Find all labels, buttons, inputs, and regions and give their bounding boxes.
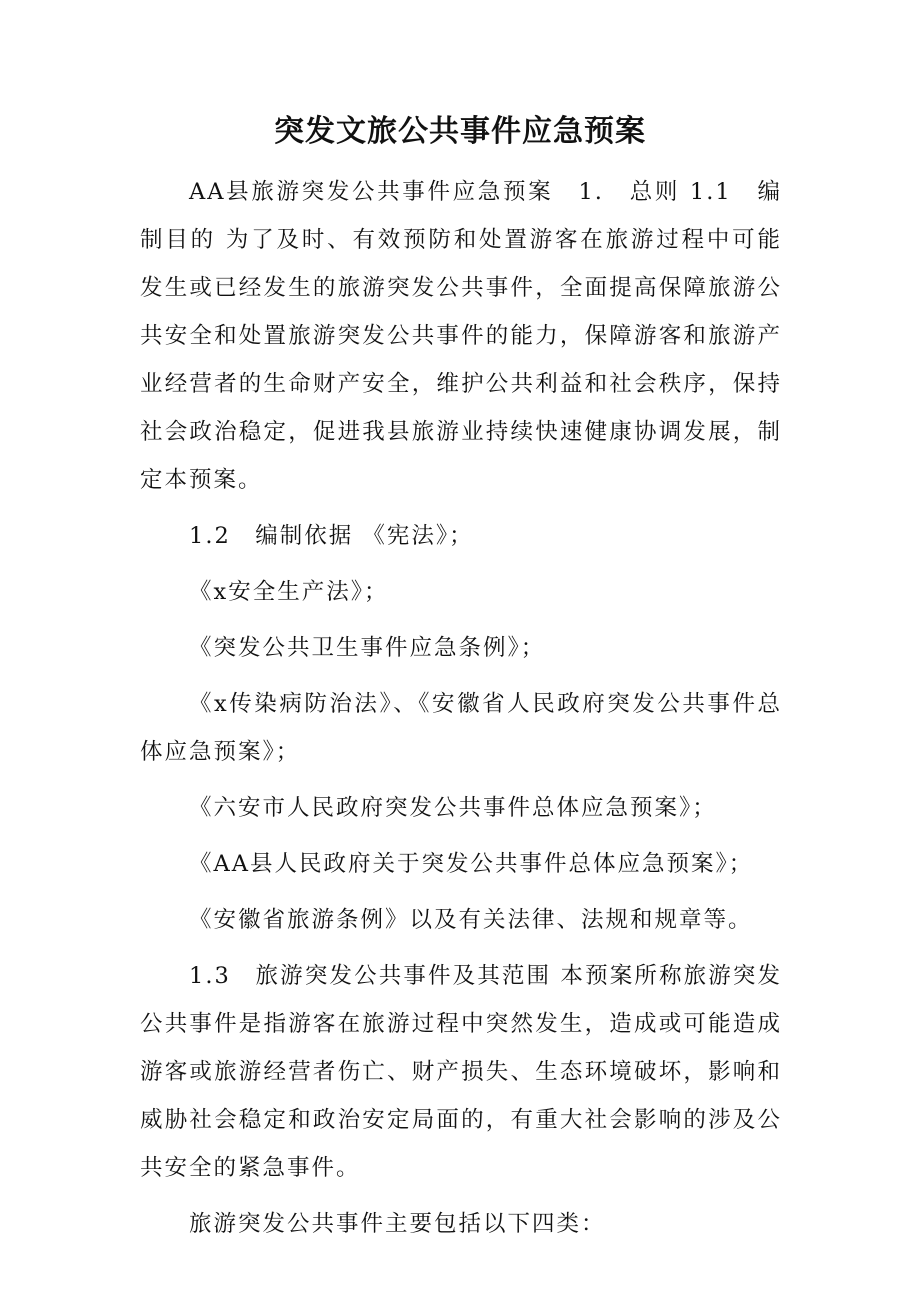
paragraph-basis-heading: 1.2 编制依据 《宪法》； bbox=[189, 523, 474, 549]
paragraph-purpose: AA县旅游突发公共事件应急预案 1. 总则 1.1 编制目的 为了及时、有效预防和处置游客在旅游过程中可能发生或已经发生的旅游突发公共事件，全面提高保障旅游公共安全和处置旅游突发公共事件的能力，保障游客和旅游产业经营者的生命财产安全，维护公共利益和社会秩序，保持社会政治稳定，促进我县旅游业持续快速健康协调发展，制定本预案。 bbox=[140, 179, 782, 493]
paragraph-basis-item: 《x传染病防治法》、《安徽省人民政府突发公共事件总体应急预案》； bbox=[140, 691, 782, 765]
document-body bbox=[140, 168, 782, 1256]
paragraph-scope: 1.3 旅游突发公共事件及其范围 本预案所称旅游突发公共事件是指游客在旅游过程中突然发生，造成或可能造成游客或旅游经营者伤亡、财产损失、生态环境破坏，影响和威胁社会稳定和政治安定局面的，有重大社会影响的涉及公共安全的紧急事件。 bbox=[140, 963, 782, 1181]
paragraph-basis-item: 《x安全生产法》； bbox=[189, 579, 389, 605]
paragraph-basis-item: 《六安市人民政府突发公共事件总体应急预案》； bbox=[189, 795, 717, 821]
paragraph-basis-item: 《AA县人民政府关于突发公共事件总体应急预案》； bbox=[189, 851, 754, 877]
paragraph-basis-item: 《安徽省旅游条例》以及有关法律、法规和规章等。 bbox=[189, 907, 753, 933]
paragraph-basis-item: 《突发公共卫生事件应急条例》； bbox=[189, 635, 546, 661]
paragraph-categories: 旅游突发公共事件主要包括以下四类： bbox=[189, 1211, 606, 1237]
document-title: 突发文旅公共事件应急预案 bbox=[274, 114, 646, 149]
